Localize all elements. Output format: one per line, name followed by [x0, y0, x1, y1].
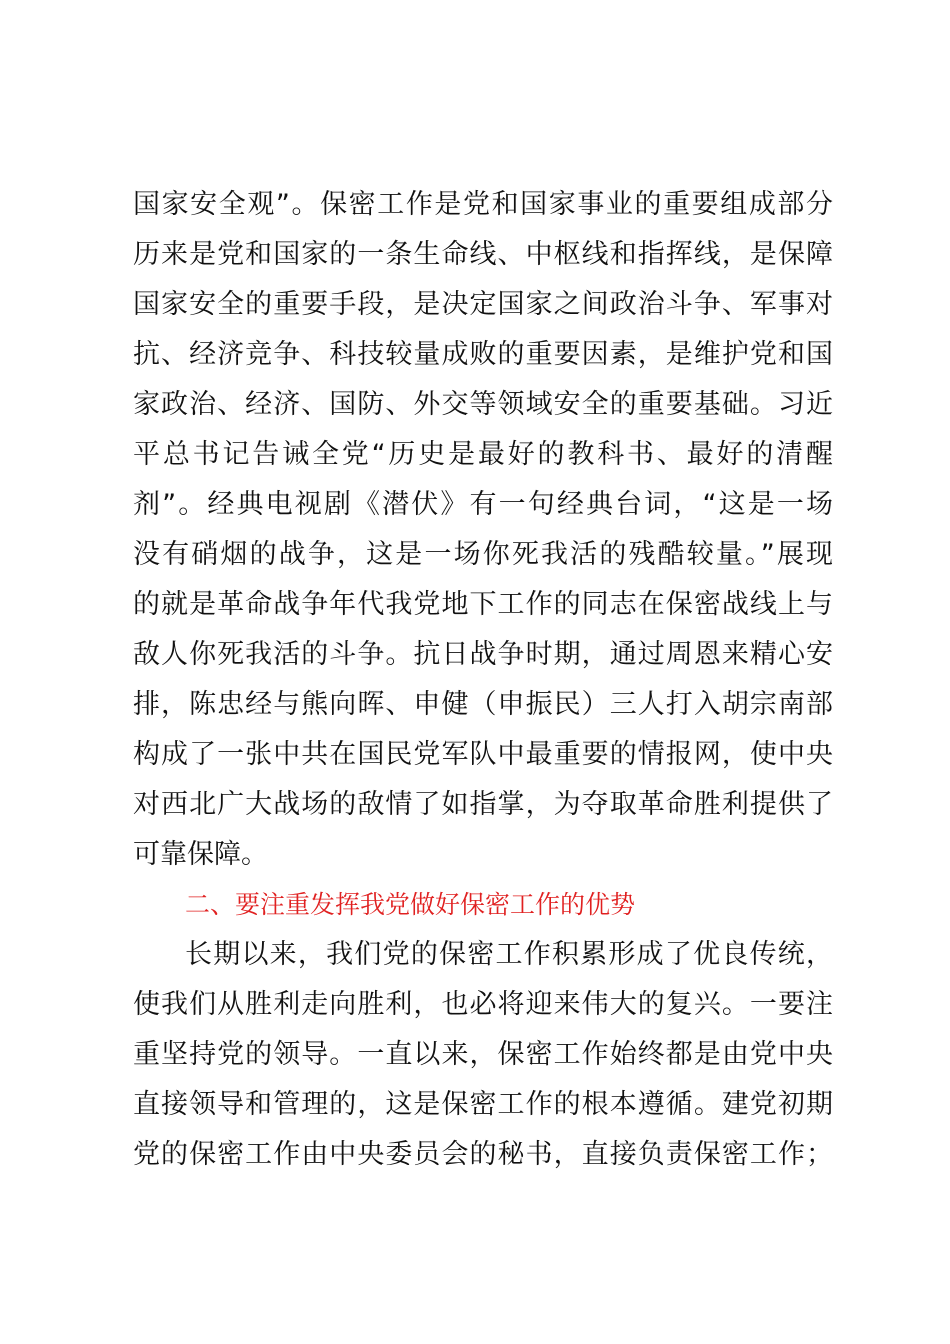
text-line: 排，陈忠经与熊向晖、申健（申振民）三人打入胡宗南部	[133, 689, 833, 720]
text-line: 的就是革命战争年代我党地下工作的同志在保密战线上与	[133, 589, 833, 620]
text-line: 对西北广大战场的敌情了如指掌，为夺取革命胜利提供了	[133, 789, 833, 820]
text-line: 直接领导和管理的，这是保密工作的根本遵循。建党初期	[133, 1089, 833, 1120]
text-line: 剂”。经典电视剧《潜伏》有一句经典台词，“这是一场	[133, 489, 833, 520]
text-line: 重坚持党的领导。一直以来，保密工作始终都是由党中央	[133, 1039, 833, 1070]
section-heading: 二、要注重发挥我党做好保密工作的优势	[185, 890, 636, 919]
text-line: 党的保密工作由中央委员会的秘书，直接负责保密工作；	[133, 1139, 833, 1170]
text-line: 敌人你死我活的斗争。抗日战争时期，通过周恩来精心安	[133, 639, 833, 670]
text-line: 国家安全观”。保密工作是党和国家事业的重要组成部分	[133, 189, 833, 220]
text-line: 构成了一张中共在国民党军队中最重要的情报网，使中央	[133, 739, 833, 770]
text-line: 长期以来，我们党的保密工作积累形成了优良传统，	[185, 939, 833, 970]
text-line: 家政治、经济、国防、外交等领域安全的重要基础。习近	[133, 389, 833, 420]
document-body	[133, 180, 833, 1180]
text-line: 国家安全的重要手段，是决定国家之间政治斗争、军事对	[133, 289, 833, 320]
text-line: 没有硝烟的战争，这是一场你死我活的残酷较量。”展现	[133, 539, 833, 570]
paragraph-1	[133, 180, 833, 880]
text-line: 使我们从胜利走向胜利，也必将迎来伟大的复兴。一要注	[133, 989, 833, 1020]
paragraph-2	[133, 930, 833, 1180]
text-line: 抗、经济竞争、科技较量成败的重要因素，是维护党和国	[133, 339, 833, 370]
text-line: 历来是党和国家的一条生命线、中枢线和指挥线，是保障	[133, 239, 833, 270]
text-line: 平总书记告诫全党“历史是最好的教科书、最好的清醒	[133, 439, 833, 470]
text-line: 可靠保障。	[133, 839, 268, 870]
